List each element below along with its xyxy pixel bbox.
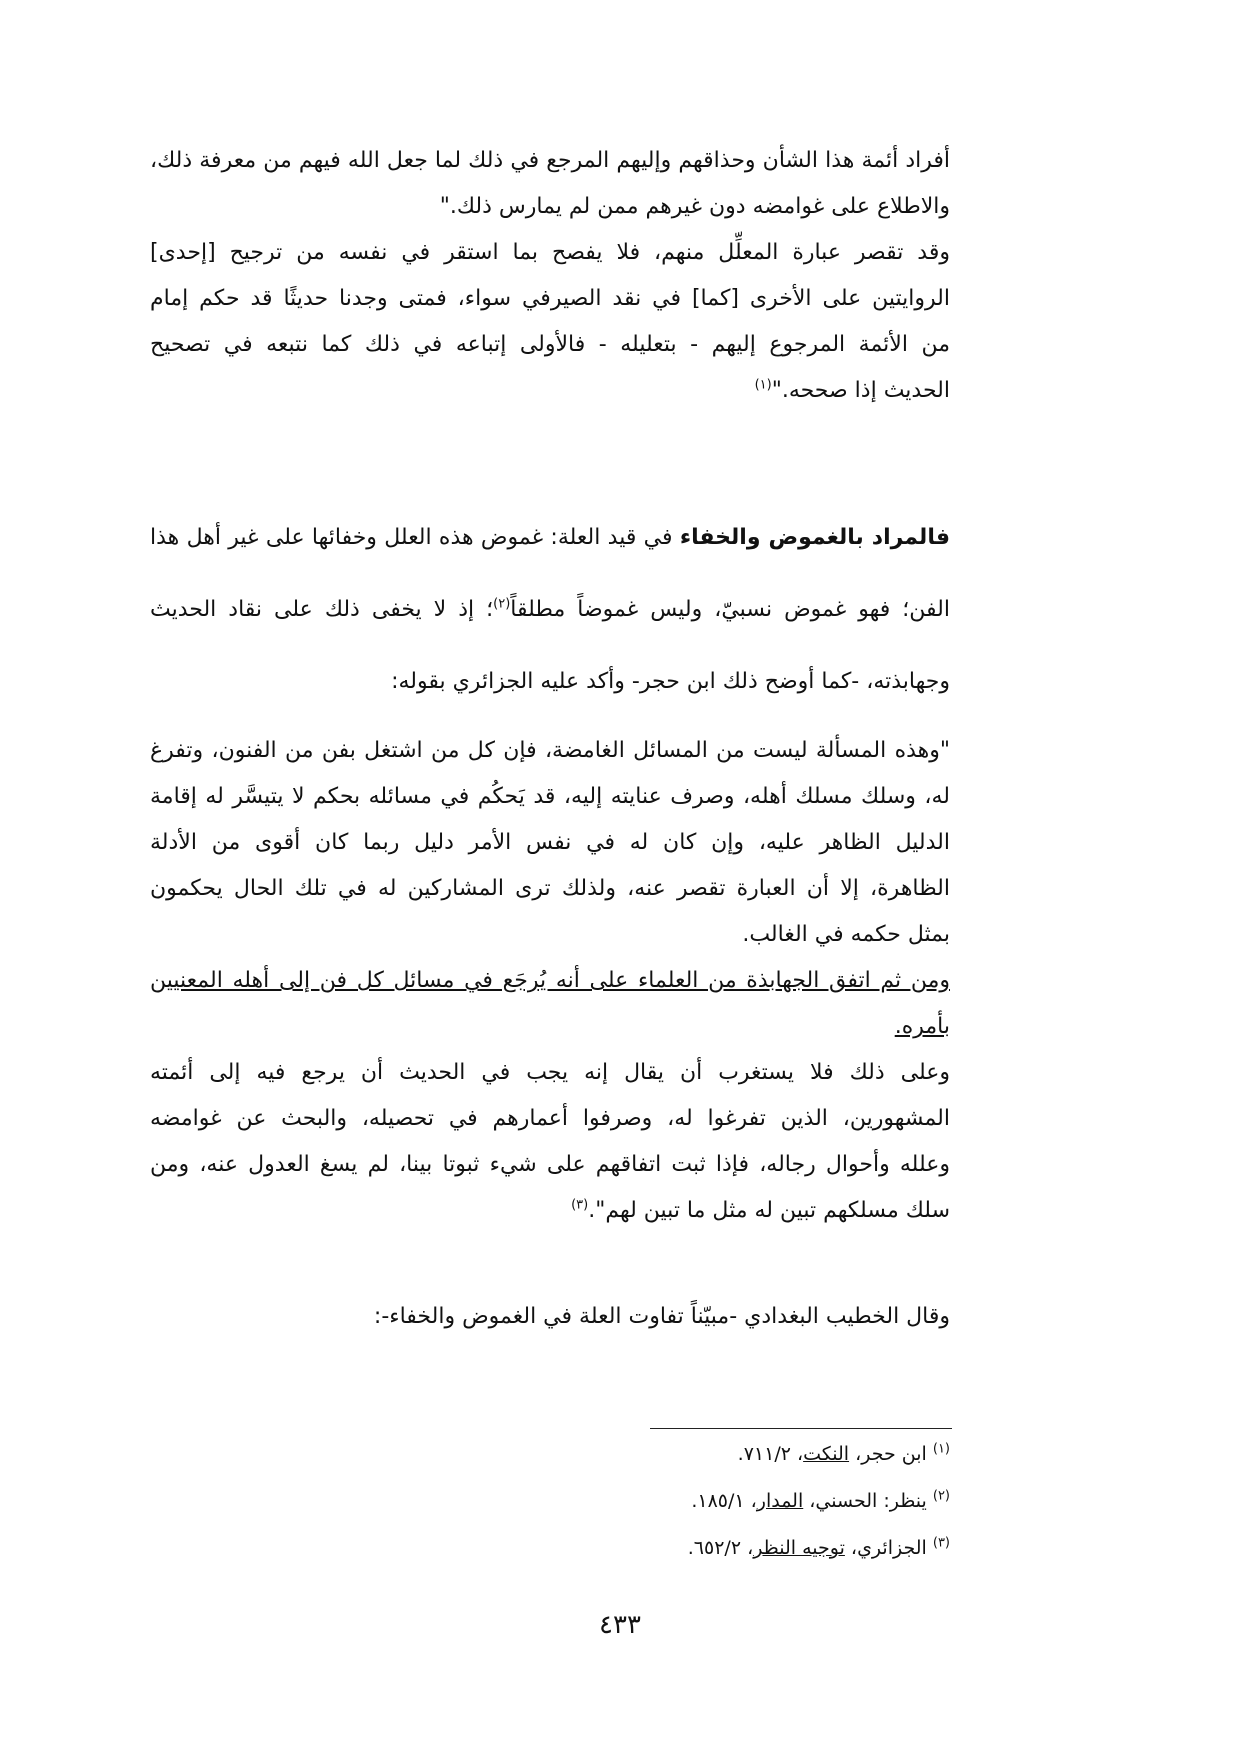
footnote-book-title: توجيه النظر (753, 1537, 845, 1559)
paragraph-definition (150, 502, 950, 718)
footnote-location: ، ٧١١/٢. (737, 1443, 804, 1465)
footnote-book-title: المدار (756, 1490, 804, 1512)
text-line: أفراد أئمة هذا الشأن وحذاقهم وإليهم المرجع في ذلك لما جعل الله فيهم من معرفة ذلك، (150, 148, 950, 173)
text-fragment: في قيد العلة: غموض هذه العلل وخفائها على غير أهل هذا (150, 525, 680, 550)
footnote-location: ، ١٨٥/١. (691, 1490, 757, 1512)
text-line: الظاهرة، إلا أن العبارة تقصر عنه، ولذلك ترى المشاركين له في تلك الحال يحكمون (150, 876, 950, 901)
footnote-book-title: النكت (803, 1443, 850, 1465)
text-fragment: ؛ إذ لا يخفى ذلك على نقاد الحديث (150, 597, 494, 622)
footnote-author: ينظر: الحسني، (803, 1490, 927, 1512)
text-line: وعلى ذلك فلا يستغرب أن يقال إنه يجب في الحديث أن يرجع فيه إلى أئمته (150, 1060, 950, 1085)
footnote-ref-1[interactable]: (١) (754, 377, 772, 393)
text-line: الدليل الظاهر عليه، وإن كان له في نفس الأمر دليل ربما كان أقوى من الأدلة (150, 830, 950, 855)
text-line: بمثل حكمه في الغالب. (742, 922, 950, 947)
text-line: وقد تقصر عبارة المعلِّل منهم، فلا يفصح بما استقر في نفسه من ترجيح [إحدى] (150, 240, 950, 265)
page-number: ٤٣٣ (599, 1610, 641, 1640)
text-line: وعلله وأحوال رجاله، فإذا ثبت اتفاقهم على شيء ثبوتا بينا، لم يسغ العدول عنه، ومن (150, 1152, 950, 1177)
footnote-ref-3[interactable]: (٣) (571, 1197, 589, 1213)
underlined-text-line: بأمره. (894, 1014, 950, 1039)
footnote-3 (350, 1532, 950, 1564)
footnote-author: الجزائري، (844, 1537, 927, 1559)
footnote-2 (350, 1485, 950, 1517)
text-line: وجهابذته، -كما أوضح ذلك ابن حجر- وأكد عليه الجزائري بقوله: (391, 669, 950, 694)
text-line: من الأئمة المرجوع إليهم - بتعليله - فالأولى إتباعه في ذلك كما نتبعه في تصحيح (150, 332, 950, 357)
text-line: "وهذه المسألة ليست من المسائل الغامضة، فإن كل من اشتغل بفن من الفنون، وتفرغ (150, 738, 950, 763)
text-line: المشهورين، الذين تفرغوا له، وصرفوا أعمارهم في تحصيله، والبحث عن غوامضه (150, 1106, 950, 1131)
footnote-author: ابن حجر، (849, 1443, 927, 1465)
text-fragment: الفن؛ فهو غموض نسبيّ، وليس غموضاً مطلقاً (510, 597, 950, 622)
footnote-number: (٣) (932, 1535, 950, 1551)
text-line (150, 368, 950, 414)
text-line (150, 1188, 950, 1234)
text-line: الروايتين على الأخرى [كما] في نقد الصيرفي سواء، فمتى وجدنا حديثًا قد حكم إمام (150, 286, 950, 311)
footnote-ref-2[interactable]: (٢) (493, 596, 511, 612)
underlined-text-line: ومن ثم اتفق الجهابذة من العلماء على أنه يُرجَع في مسائل كل فن إلى أهله المعنيين (150, 968, 950, 993)
text-line: وقال الخطيب البغدادي -مبيّناً تفاوت العلة في الغموض والخفاء-: (373, 1304, 950, 1329)
footnote-separator (650, 1428, 952, 1429)
text-fragment: الحديث إذا صححه." (771, 378, 950, 403)
text-fragment: سلك مسلكهم تبين له مثل ما تبين لهم". (588, 1198, 950, 1223)
footnote-location: ، ٦٥٢/٢. (687, 1537, 754, 1559)
text-line: والاطلاع على غوامضه دون غيرهم ممن لم يمارس ذلك." (439, 194, 950, 219)
footnote-number: (٢) (932, 1488, 950, 1504)
footnote-number: (١) (932, 1441, 950, 1457)
text-line: له، وسلك مسلك أهله، وصرف عنايته إليه، قد يَحكُم في مسائله بحكم لا يتيسَّر له إقامة (150, 784, 950, 809)
bold-term: فالمراد بالغموض والخفاء (679, 525, 950, 550)
paragraph-closing (150, 1294, 950, 1340)
footnote-1 (350, 1438, 950, 1470)
text-line (150, 502, 950, 574)
paragraph-continued-quote (150, 138, 950, 414)
text-line (150, 574, 950, 646)
paragraph-quotation (150, 728, 950, 1234)
